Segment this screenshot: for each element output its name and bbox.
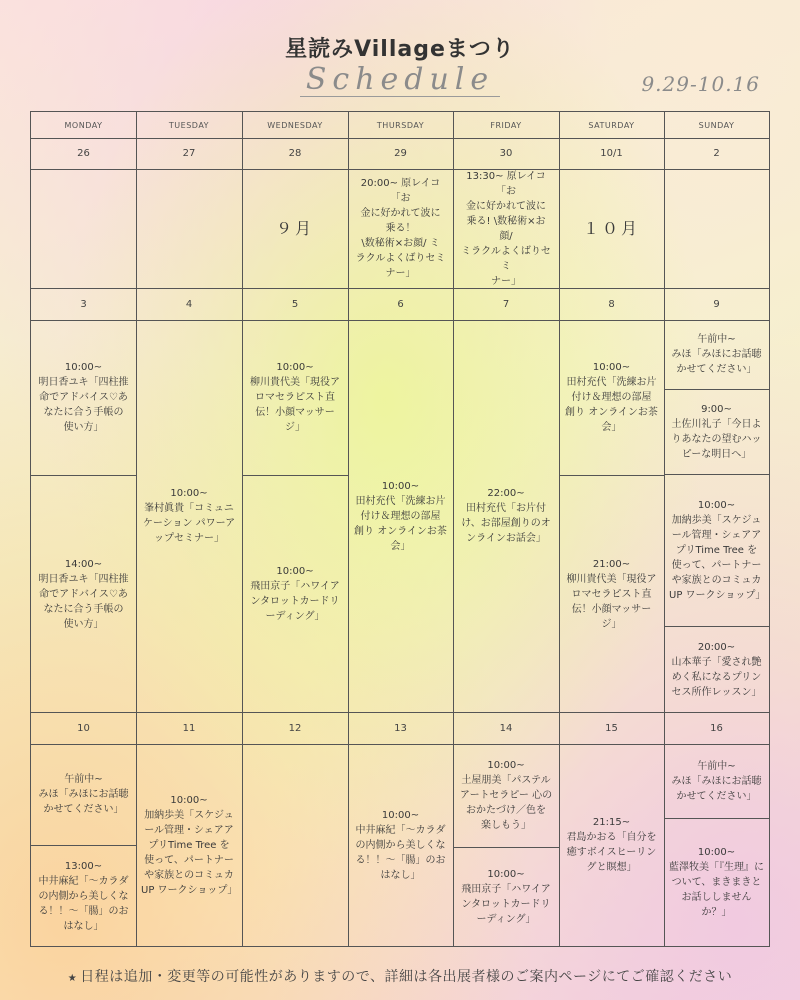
day-header-thursday: THURSDAY [376, 120, 425, 130]
day-header-tuesday: TUESDAY [168, 120, 210, 130]
star-icon: ★ [67, 973, 78, 984]
day-header-saturday: SATURDAY [588, 120, 635, 130]
date-label: 16 [710, 722, 723, 734]
event-cell: 10:00~ 明日香ユキ「四柱推 命でアドバイス♡あ なたに合う手帳の 使い方」 [31, 320, 136, 476]
date-label: 29 [394, 148, 407, 159]
date-label: 10 [77, 722, 90, 734]
event-cell-empty [31, 169, 136, 288]
event-cell: 9:00~ 土佐川礼子「今日よ りあなたの望むハッ ピーな明日へ」 [664, 390, 769, 475]
event-cell: 午前中~ みほ「みほにお話聴 かせてください」 [664, 744, 769, 819]
event-cell-empty [664, 169, 769, 288]
schedule-calendar [30, 111, 770, 947]
day-header-sunday: SUNDAY [698, 120, 735, 130]
date-label: 6 [397, 298, 404, 310]
date-label: 2 [713, 148, 720, 159]
event-cell: 10:00~ 田村充代「洗練お片 付け＆理想の部屋 創り オンラインお茶 会」 [354, 480, 447, 552]
day-header-friday: FRIDAY [490, 120, 522, 130]
date-label: 9 [713, 298, 720, 310]
event-cell: 21:00~ 柳川貴代美「現役ア ロマセラピスト直 伝！小顔マッサー ジ」 [566, 558, 657, 630]
date-label: 8 [608, 298, 615, 310]
date-label: 10/1 [600, 148, 623, 159]
event-cell: 10:00~ 加納歩美「スケジュ ール管理・シェアア プリTime Tree を 使って、パートナー や家族とのコミュカ UP ワークショップ」 [141, 794, 238, 896]
event-cell: 10:00~ 加納歩美「スケジュ ール管理・シェアア プリTime Tree を 使って、パートナー や家族とのコミュカ UP ワークショップ」 [664, 475, 769, 627]
event-cell: 10:00~ 柳川貴代美「現役ア ロマセラピスト直 伝！小顔マッサー ジ」 [242, 320, 348, 476]
date-range: 9.29-10.16 [641, 72, 760, 96]
event-cell-empty [242, 744, 348, 946]
date-label: 13 [394, 722, 407, 734]
footer-note-text: 日程は追加・変更等の可能性がありますので、詳細は各出展者様のご案内ページにてご確認ください [80, 969, 733, 985]
event-cell: 10:00~ 飛田京子「ハワイア ンタロットカードリ ーディング」 [461, 869, 551, 925]
date-label: 15 [605, 722, 618, 734]
date-label: 3 [80, 298, 87, 310]
footer-note [0, 966, 800, 986]
event-cell: 22:00~ 田村充代「お片付 け、お部屋創りのオ ンラインお話会」 [461, 488, 551, 544]
event-cell: 10:00~ 飛田京子「ハワイア ンタロットカードリ ーディング」 [250, 566, 340, 622]
date-label: 4 [185, 298, 193, 310]
date-label: 11 [182, 722, 196, 734]
schedule-subtitle: Schedule [305, 62, 495, 97]
date-label: 26 [77, 148, 90, 159]
event-cell: 午前中~ みほ「みほにお話聴 かせてください」 [31, 744, 136, 846]
date-label: 5 [291, 298, 299, 310]
date-label: 12 [288, 722, 302, 734]
event-cell: 10:00~ 中井麻紀「〜カラダ の内側から美しくな る！！〜「腸」のお はなし」 [355, 809, 446, 881]
page-title: 星読みVillageまつり [285, 37, 515, 62]
event-cell: 10:00~ 田村充代「洗練お片 付け＆理想の部屋 創り オンラインお茶 会」 [559, 320, 664, 476]
event-cell: 20:00~ 山本華子「愛され艶 めく私になるプリン セス所作レッスン」 [671, 641, 762, 698]
title-underline [300, 96, 500, 97]
event-cell: 13:00~ 中井麻紀「〜カラダ の内側から美しくな る！！〜「腸」のお はなし」 [38, 860, 129, 932]
event-cell: 午前中~ みほ「みほにお話聴 かせてください」 [664, 320, 769, 390]
event-cell: 21:15~ 君島かおる「自分を 癒すボイスヒーリン グと瞑想」 [566, 817, 657, 873]
day-header-wednesday: WEDNESDAY [267, 120, 323, 130]
event-cell: 10:00~ 土屋朋美「パステル アートセラピー 心の おかたづけ／色を 楽しもう」 [453, 744, 559, 848]
date-label: 27 [182, 148, 196, 159]
event-cell: 13:30~ 原レイコ「お 金に好かれて波に 乗る! \数秘術×お 顔/ ミラクルよくばりセミ ナー」 [461, 170, 551, 287]
date-label: 7 [502, 298, 510, 310]
date-label: 30 [499, 148, 513, 159]
month-label-september: ９月 [275, 218, 314, 238]
date-label: 14 [499, 722, 513, 734]
date-label: 28 [288, 148, 302, 159]
event-cell: 14:00~ 明日香ユキ「四柱推 命でアドバイス♡あ なたに合う手帳の 使い方」 [38, 558, 129, 630]
event-cell: 20:00~ 原レイコ「お 金に好かれて波に 乗る！ \数秘術×お顔/ ミ ラクルよくばりセミ ナー」 [355, 178, 446, 279]
event-cell: 10:00~ 峯村眞貴「コミュニ ケーション パワーア ップセミナー」 [142, 488, 236, 544]
month-label-october: １０月 [582, 218, 640, 238]
event-cell: 10:00~ 藍澤牧美「『生理』に ついて、まきまきと お話ししません か？」 [669, 847, 764, 918]
event-cell-empty [136, 169, 242, 288]
day-header-monday: MONDAY [64, 120, 103, 130]
